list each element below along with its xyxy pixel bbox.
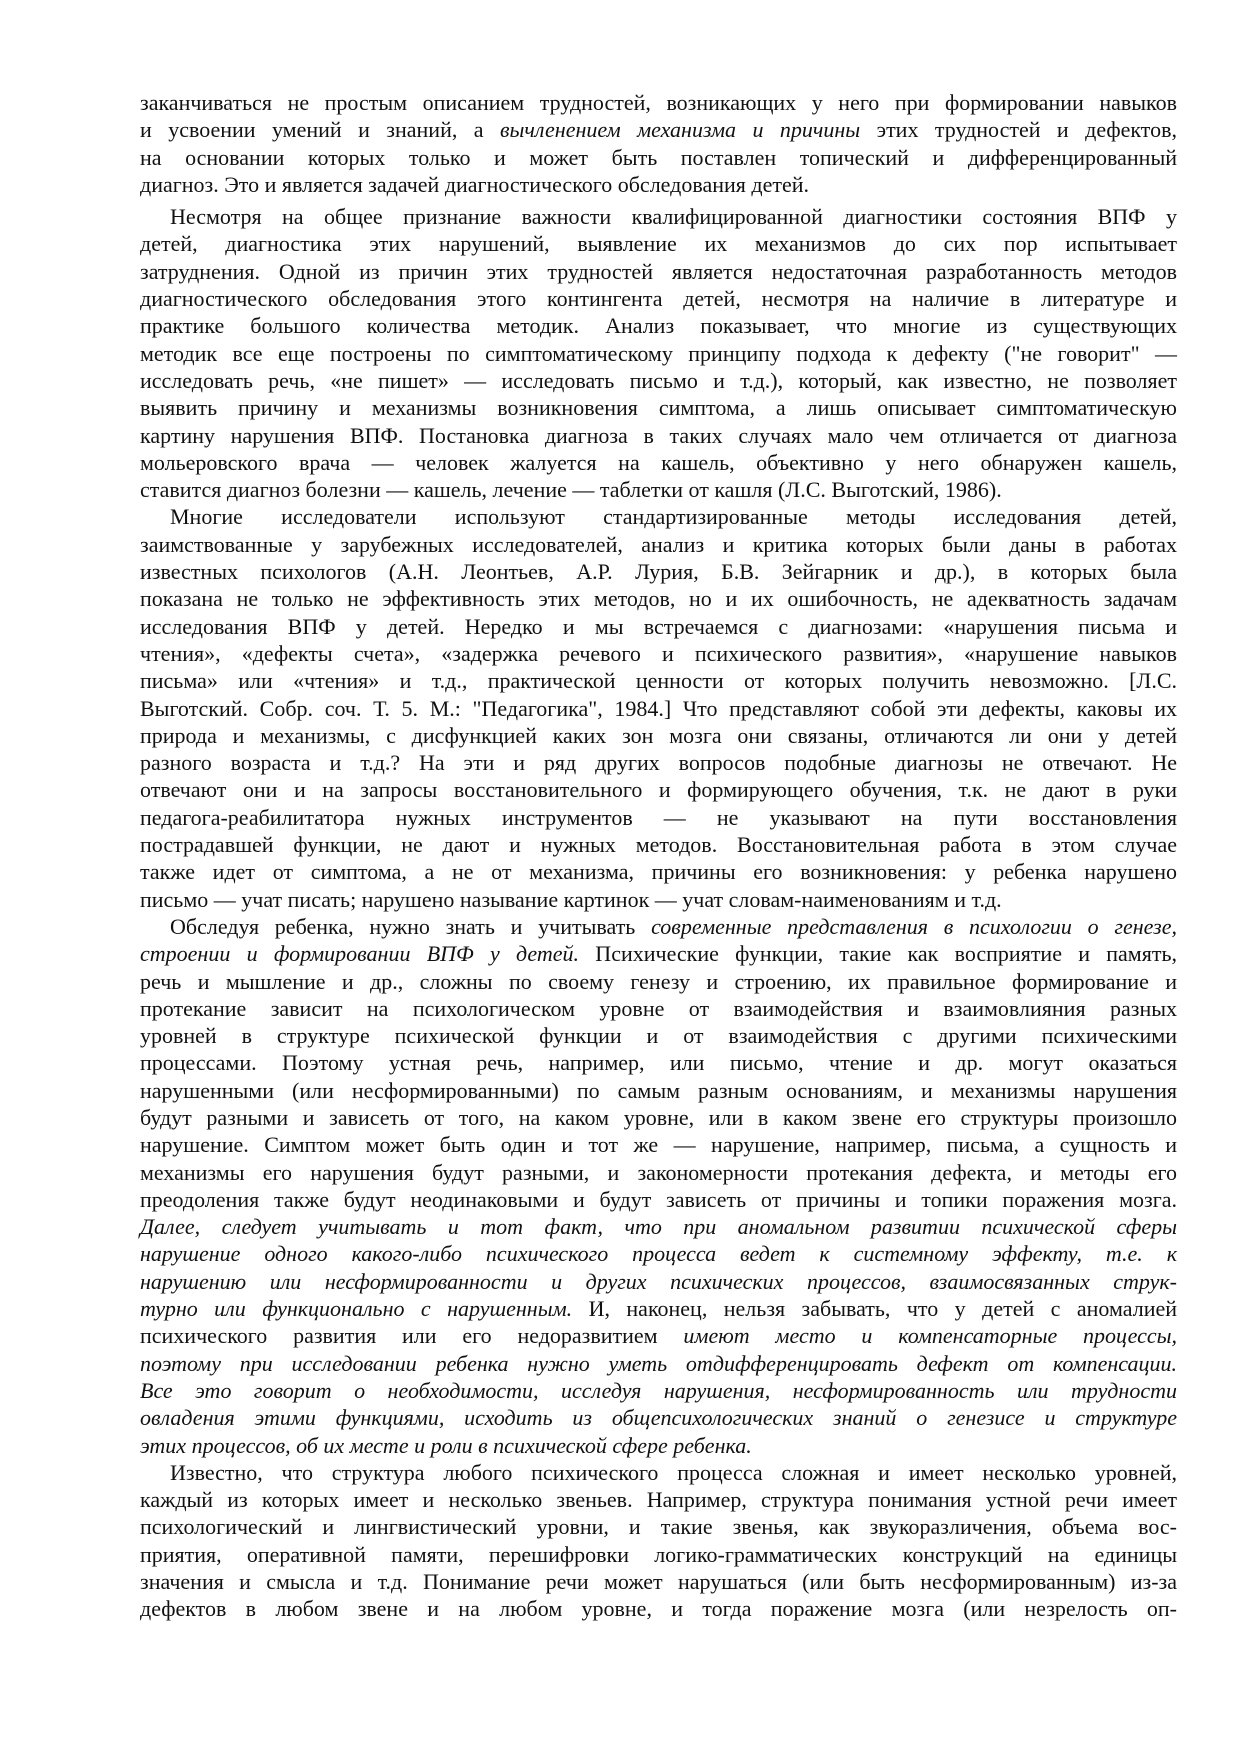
text-run: диагноз. Это и является задачей диагностического обследования детей. bbox=[140, 171, 809, 197]
text-run: диагностического обследования этого контингента детей, несмотря на наличие в литературе и bbox=[140, 286, 1177, 312]
text-run: будут разными и зависеть от того, на каком уровне, или в каком звене его структуры произошло bbox=[140, 1104, 1177, 1130]
text-line bbox=[140, 230, 1177, 257]
text-line bbox=[140, 1595, 1177, 1622]
text-run: каждый из которых имеет и несколько звеньев. Например, структура понимания устной речи имеет bbox=[140, 1487, 1177, 1513]
italic-emphasis: турно или функционально с нарушенным. bbox=[140, 1296, 573, 1322]
text-line bbox=[140, 1022, 1177, 1049]
text-line bbox=[140, 1322, 1177, 1349]
text-run: пострадавшей функции, не дают и нужных методов. Восстановительная работа в этом случае bbox=[140, 832, 1177, 858]
text-run: практике большого количества методик. Анализ показывает, что многие из существующих bbox=[140, 313, 1177, 339]
text-run: Известно, что структура любого психического процесса сложная и имеет несколько уровней, bbox=[170, 1459, 1177, 1485]
text-line bbox=[140, 858, 1177, 885]
text-line bbox=[140, 1268, 1177, 1295]
text-run: на основании которых только и может быть поставлен топический и дифференцированный bbox=[140, 144, 1177, 170]
text-run: природа и механизмы, с дисфункцией каких зон мозга они связаны, отличаются ли они у детей bbox=[140, 722, 1177, 748]
text-run: протекание зависит на психологическом уровне от взаимодействия и взаимовлияния разных bbox=[140, 995, 1177, 1021]
italic-emphasis: вычленением механизма и причины bbox=[499, 117, 861, 143]
text-run: уровней в структуре психической функции и от взаимодействия с другими психическими bbox=[140, 1023, 1177, 1049]
text-run: дефектов в любом звене и на любом уровне, и тогда поражение мозга (или незрелость оп- bbox=[140, 1596, 1177, 1622]
italic-emphasis: Далее, следует учитывать и тот факт, что при аномальном развитии психической сферы bbox=[140, 1214, 1177, 1240]
text-run: затруднения. Одной из причин этих трудностей является недостаточная разработанность методов bbox=[140, 258, 1177, 284]
text-run: заканчиваться не простым описанием трудностей, возникающих у него при формировании навыков bbox=[140, 90, 1177, 115]
text-run: Обследуя ребенка, нужно знать и учитывать bbox=[170, 913, 652, 939]
text-line bbox=[140, 558, 1177, 585]
text-line bbox=[140, 340, 1177, 367]
text-line bbox=[140, 913, 1177, 940]
text-run: письма» или «чтения» и т.д., практической ценности от которых получить невозможно. [Л.С. bbox=[140, 668, 1177, 694]
text-run: разного возраста и т.д.? На эти и ряд других вопросов подобные диагнозы не отвечают. Не bbox=[140, 750, 1177, 776]
text-line bbox=[140, 1213, 1177, 1240]
text-line bbox=[140, 203, 1177, 230]
text-line bbox=[140, 258, 1177, 285]
text-line bbox=[140, 367, 1177, 394]
text-run: картину нарушения ВПФ. Постановка диагноза в таких случаях мало чем отличается от диагноза bbox=[140, 422, 1177, 448]
text-line bbox=[140, 585, 1177, 612]
paragraph bbox=[140, 203, 1177, 503]
text-line bbox=[140, 1513, 1177, 1540]
text-line bbox=[140, 144, 1177, 171]
text-run: отвечают они и на запросы восстановительного и формирующего обучения, т.к. не дают в руки bbox=[140, 777, 1177, 803]
text-run: нарушение. Симптом может быть один и тот же — нарушение, например, письма, а сущность и bbox=[140, 1132, 1177, 1158]
text-line bbox=[140, 1131, 1177, 1158]
text-run: письмо — учат писать; нарушено называние картинок — учат словам-наименованиям и т.д. bbox=[140, 886, 1002, 912]
text-run: Психические функции, такие как восприятие и память, bbox=[579, 941, 1177, 967]
text-line bbox=[140, 968, 1177, 995]
text-run: Многие исследователи используют стандартизированные методы исследования детей, bbox=[170, 504, 1177, 530]
italic-emphasis: Все это говорит о необходимости, исследуя нарушения, несформированность или трудности bbox=[140, 1377, 1177, 1403]
text-line bbox=[140, 804, 1177, 831]
text-run: показана не только не эффективность этих методов, но и их ошибочность, не адекватность задачам bbox=[140, 586, 1177, 612]
text-run: педагога-реабилитатора нужных инструментов — не указывают на пути восстановления bbox=[140, 804, 1177, 830]
text-line bbox=[140, 1432, 1177, 1459]
italic-emphasis: современные представления в психологии о генезе, bbox=[651, 913, 1177, 939]
text-line bbox=[140, 1568, 1177, 1595]
italic-emphasis: строении и формировании ВПФ у детей. bbox=[140, 941, 580, 967]
text-line bbox=[140, 613, 1177, 640]
text-run: преодоления также будут неодинаковыми и будут зависеть от причины и топики поражения мозга. bbox=[140, 1186, 1177, 1212]
text-run: процессами. Поэтому устная речь, например, или письмо, чтение и др. могут оказаться bbox=[140, 1050, 1177, 1076]
text-run: этих трудностей и дефектов, bbox=[860, 117, 1177, 143]
text-run: чтения», «дефекты счета», «задержка речевого и психического развития», «нарушение навыков bbox=[140, 640, 1177, 666]
text-run: нарушенными (или несформированными) по самым разным основаниям, и механизмы нарушения bbox=[140, 1077, 1177, 1103]
text-line bbox=[140, 722, 1177, 749]
text-line bbox=[140, 695, 1177, 722]
text-line bbox=[140, 1486, 1177, 1513]
paragraph bbox=[140, 913, 1177, 1459]
text-line bbox=[140, 776, 1177, 803]
text-run: приятия, оперативной памяти, перешифровки логико-грамматических конструкций на единицы bbox=[140, 1541, 1177, 1567]
text-line bbox=[140, 1350, 1177, 1377]
text-run: ставится диагноз болезни — кашель, лечение — таблетки от кашля (Л.С. Выготский, 1986). bbox=[140, 477, 1002, 503]
text-run: выявить причину и механизмы возникновения симптома, а лишь описывает симптоматическую bbox=[140, 395, 1177, 421]
text-line bbox=[140, 422, 1177, 449]
text-run: исследования ВПФ у детей. Нередко и мы встречаемся с диагнозами: «нарушения письма и bbox=[140, 613, 1177, 639]
text-line bbox=[140, 1295, 1177, 1322]
text-line bbox=[140, 1104, 1177, 1131]
text-run: и усвоении умений и знаний, а bbox=[140, 117, 500, 143]
text-line bbox=[140, 116, 1177, 143]
text-line bbox=[140, 1240, 1177, 1267]
paragraph bbox=[140, 89, 1177, 198]
italic-emphasis: нарушение одного какого-либо психического процесса ведет к системному эффекту, т.е. к bbox=[140, 1241, 1177, 1267]
italic-emphasis: имеют место и компенсаторные процессы, bbox=[683, 1323, 1178, 1349]
text-run: психического развития или его недоразвитием bbox=[140, 1323, 684, 1349]
text-line bbox=[140, 449, 1177, 476]
text-line bbox=[140, 667, 1177, 694]
italic-emphasis: поэтому при исследовании ребенка нужно уметь отдифференцировать дефект от компенсации. bbox=[140, 1350, 1177, 1376]
italic-emphasis: этих процессов, об их месте и роли в психической сфере ребенка. bbox=[140, 1432, 752, 1458]
italic-emphasis: нарушению или несформированности и других психических процессов, взаимосвязанных струк- bbox=[140, 1268, 1177, 1294]
text-line bbox=[140, 531, 1177, 558]
paragraph bbox=[140, 1459, 1177, 1623]
text-run: исследовать речь, «не пишет» — исследовать письмо и т.д.), который, как известно, не позволяет bbox=[140, 367, 1177, 393]
text-line bbox=[140, 1377, 1177, 1404]
text-run: заимствованные у зарубежных исследователей, анализ и критика которых были даны в работах bbox=[140, 531, 1177, 557]
text-line bbox=[140, 1404, 1177, 1431]
text-line bbox=[140, 503, 1177, 530]
document-page bbox=[140, 89, 1177, 1623]
text-run: мольеровского врача — человек жалуется на кашель, объективно у него обнаружен кашель, bbox=[140, 449, 1177, 475]
text-line bbox=[140, 1186, 1177, 1213]
text-line bbox=[140, 640, 1177, 667]
text-run: значения и смысла и т.д. Понимание речи может нарушаться (или быть несформированным) из-за bbox=[140, 1569, 1177, 1595]
text-line bbox=[140, 1459, 1177, 1486]
text-line bbox=[140, 940, 1177, 967]
text-line bbox=[140, 886, 1177, 913]
text-run: психологический и лингвистический уровни, и такие звенья, как звукоразличения, объема вос- bbox=[140, 1514, 1177, 1540]
text-line bbox=[140, 749, 1177, 776]
text-run: И, наконец, нельзя забывать, что у детей с аномалией bbox=[572, 1296, 1178, 1322]
text-line bbox=[140, 1049, 1177, 1076]
text-line bbox=[140, 312, 1177, 339]
paragraph bbox=[140, 503, 1177, 912]
text-line bbox=[140, 476, 1177, 503]
italic-emphasis: овладения этими функциями, исходить из общепсихологических знаний о генезисе и структуре bbox=[140, 1405, 1177, 1431]
text-run: детей, диагностика этих нарушений, выявление их механизмов до сих пор испытывает bbox=[140, 231, 1177, 257]
text-line bbox=[140, 831, 1177, 858]
text-line bbox=[140, 1159, 1177, 1186]
text-run: Выготский. Собр. соч. Т. 5. М.: "Педагогика", 1984.] Что представляют собой эти дефекты, каковы их bbox=[140, 695, 1177, 721]
text-line bbox=[140, 995, 1177, 1022]
text-line bbox=[140, 394, 1177, 421]
text-run: механизмы его нарушения будут разными, и закономерности протекания дефекта, и методы его bbox=[140, 1159, 1177, 1185]
text-run: известных психологов (А.Н. Леонтьев, А.Р. Лурия, Б.В. Зейгарник и др.), в которых была bbox=[140, 559, 1177, 585]
text-line bbox=[140, 89, 1177, 116]
text-run: Несмотря на общее признание важности квалифицированной диагностики состояния ВПФ у bbox=[170, 204, 1177, 230]
text-run: также идет от симптома, а не от механизма, причины его возникновения: у ребенка нарушено bbox=[140, 859, 1177, 885]
text-line bbox=[140, 171, 1177, 198]
text-run: речь и мышление и др., сложны по своему генезу и строению, их правильное формирование и bbox=[140, 968, 1177, 994]
text-line bbox=[140, 285, 1177, 312]
text-line bbox=[140, 1077, 1177, 1104]
text-line bbox=[140, 1541, 1177, 1568]
text-run: методик все еще построены по симптоматическому принципу подхода к дефекту ("не говорит" — bbox=[140, 340, 1177, 366]
